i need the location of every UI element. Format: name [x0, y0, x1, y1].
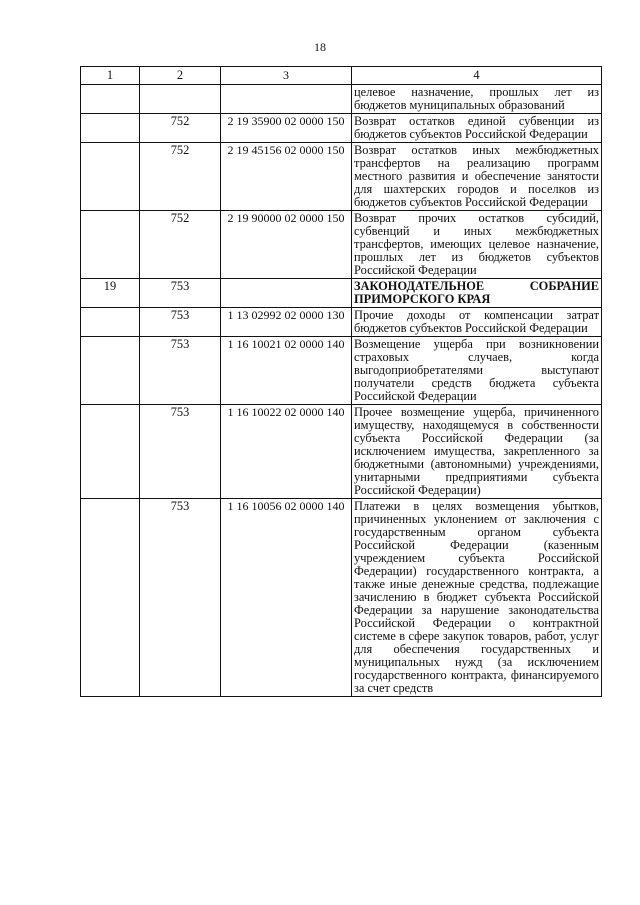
description-cell: ЗАКОНОДАТЕЛЬНОЕ СОБРАНИЕ ПРИМОРСКОГО КРАЯ [352, 279, 602, 308]
description-cell: Возмещение ущерба при возникновении страховых случаев, когда выгодоприобретателями выступают получатели средств бюджета субъекта Российской Федерации [352, 337, 602, 405]
header-col-2: 2 [140, 67, 221, 85]
admin-number-cell [81, 337, 140, 405]
description-cell: Возврат прочих остатков субсидий, субвенций и иных межбюджетных трансфертов, имеющих целевое назначение, прошлых лет из бюджетов субъектов Российской Федерации [352, 211, 602, 279]
chapter-code-cell: 753 [140, 405, 221, 499]
table-row [81, 337, 602, 405]
chapter-code-cell: 752 [140, 143, 221, 211]
chapter-code-cell: 753 [140, 279, 221, 308]
revenue-code-cell: 2 19 90000 02 0000 150 [221, 211, 352, 279]
description-cell: Платежи в целях возмещения убытков, причиненных уклонением от заключения с государственным органом субъекта Российской Федерации (казенным учреждением субъекта Российской Федерации) государственного контракта, а также иные денежные средства, подлежащие зачислению в бюджет субъекта Российской Федерации за нарушение законодательства Российской Федерации о контрактной системе в сфере закупок товаров, работ, услуг для обеспечения государственных и муниципальных нужд (за исключением государственного контракта, финансируемого за счет средств [352, 499, 602, 697]
chapter-code-cell: 752 [140, 211, 221, 279]
description-cell: целевое назначение, прошлых лет из бюджетов муниципальных образований [352, 85, 602, 114]
chapter-code-cell: 752 [140, 114, 221, 143]
table-header-row [81, 67, 602, 85]
admin-number-cell [81, 143, 140, 211]
table-row [81, 308, 602, 337]
chapter-code-cell: 753 [140, 308, 221, 337]
header-col-1: 1 [81, 67, 140, 85]
chapter-code-cell: 753 [140, 337, 221, 405]
description-cell: Прочие доходы от компенсации затрат бюджетов субъектов Российской Федерации [352, 308, 602, 337]
admin-number-cell [81, 405, 140, 499]
table-row [81, 279, 602, 308]
header-col-4: 4 [352, 67, 602, 85]
description-cell: Возврат остатков иных межбюджетных трансфертов на реализацию программ местного развития и обеспечение занятости для шахтерских городов и поселков из бюджетов субъектов Российской Федерации [352, 143, 602, 211]
page-number: 18 [314, 40, 326, 54]
table-row [81, 405, 602, 499]
budget-codes-table [80, 66, 602, 697]
admin-number-cell [81, 114, 140, 143]
revenue-code-cell: 1 13 02992 02 0000 130 [221, 308, 352, 337]
header-col-3: 3 [221, 67, 352, 85]
admin-number-cell [81, 211, 140, 279]
revenue-code-cell: 1 16 10021 02 0000 140 [221, 337, 352, 405]
table-row [81, 499, 602, 697]
admin-number-cell [81, 499, 140, 697]
admin-number-cell [81, 308, 140, 337]
admin-number-cell: 19 [81, 279, 140, 308]
table-row [81, 85, 602, 114]
chapter-code-cell: 753 [140, 499, 221, 697]
admin-number-cell [81, 85, 140, 114]
revenue-code-cell: 2 19 35900 02 0000 150 [221, 114, 352, 143]
revenue-code-cell [221, 279, 352, 308]
table-row [81, 114, 602, 143]
description-cell: Прочее возмещение ущерба, причиненного имуществу, находящемуся в собственности субъекта Российской Федерации (за исключением имущества, закрепленного за бюджетными (автономными) учреждениями, унитарными предприятиями субъекта Российской Федерации) [352, 405, 602, 499]
revenue-code-cell [221, 85, 352, 114]
revenue-code-cell: 1 16 10022 02 0000 140 [221, 405, 352, 499]
revenue-code-cell: 2 19 45156 02 0000 150 [221, 143, 352, 211]
revenue-code-cell: 1 16 10056 02 0000 140 [221, 499, 352, 697]
table-row [81, 211, 602, 279]
description-cell: Возврат остатков единой субвенции из бюджетов субъектов Российской Федерации [352, 114, 602, 143]
chapter-code-cell [140, 85, 221, 114]
table-row [81, 143, 602, 211]
